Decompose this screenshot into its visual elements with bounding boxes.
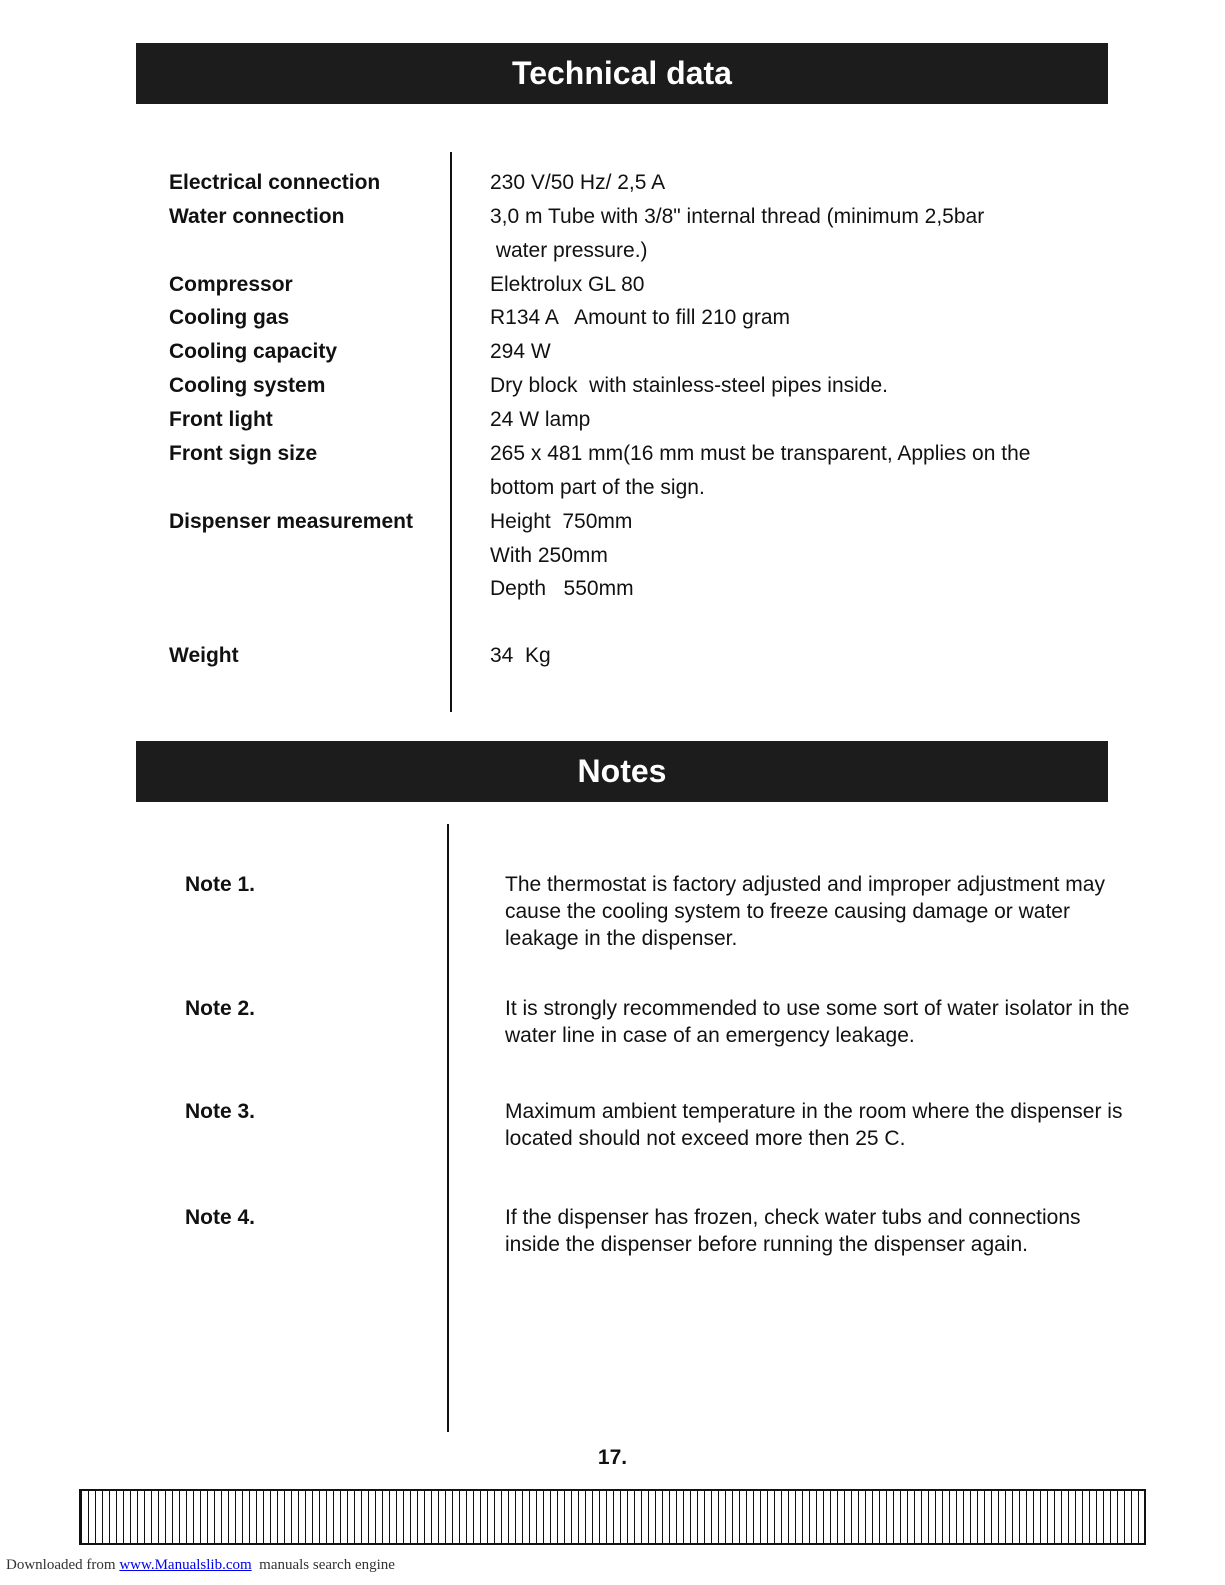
spec-value-cooling-gas: R134 A Amount to fill 210 gram — [490, 306, 791, 329]
spec-label-compressor: Compressor — [169, 273, 293, 296]
spec-value-weight: 34 Kg — [490, 644, 551, 667]
spec-value-width: With 250mm — [490, 544, 608, 567]
spec-label-water: Water connection — [169, 205, 345, 228]
technical-divider — [450, 152, 452, 712]
note-1-text: The thermostat is factory adjusted and improper adjustment may cause the cooling system to freeze causing damage or water leakage in the dispenser. — [505, 873, 1105, 950]
spec-value-cooling-capacity: 294 W — [490, 340, 551, 363]
spec-value-water-line1: 3,0 m Tube with 3/8" internal thread (minimum 2,5bar — [490, 205, 985, 228]
spec-value-height: Height 750mm — [490, 510, 633, 533]
spec-value-electrical: 230 V/50 Hz/ 2,5 A — [490, 171, 666, 194]
spec-value-depth: Depth 550mm — [490, 577, 634, 600]
page-number: 17. — [597, 1446, 628, 1469]
technical-data-header: Technical data — [136, 43, 1108, 104]
footer-prefix: Downloaded from — [6, 1557, 120, 1573]
notes-divider — [447, 824, 449, 1432]
footer-suffix: manuals search engine — [251, 1557, 395, 1573]
spec-value-compressor: Elektrolux GL 80 — [490, 273, 645, 296]
note-4-label: Note 4. — [185, 1206, 256, 1229]
spec-value-front-light: 24 W lamp — [490, 408, 591, 431]
spec-label-electrical: Electrical connection — [169, 171, 381, 194]
spec-label-cooling-gas: Cooling gas — [169, 306, 290, 329]
note-2-label: Note 2. — [185, 997, 256, 1020]
spec-label-cooling-capacity: Cooling capacity — [169, 340, 338, 363]
notes-header: Notes — [136, 741, 1108, 802]
spec-label-weight: Weight — [169, 644, 239, 667]
download-footer — [6, 1557, 395, 1574]
manualslib-link[interactable]: www.Manualslib.com — [119, 1557, 252, 1573]
note-1-label: Note 1. — [185, 873, 256, 896]
spec-label-front-sign-size: Front sign size — [169, 442, 318, 465]
spec-label-front-light: Front light — [169, 408, 273, 431]
note-3-text: Maximum ambient temperature in the room where the dispenser is located should not exceed more then 25 C. — [505, 1100, 1123, 1150]
note-3-label: Note 3. — [185, 1100, 256, 1123]
spec-label-cooling-system: Cooling system — [169, 374, 326, 397]
note-2-text: It is strongly recommended to use some sort of water isolator in the water line in case of an emergency leakage. — [505, 997, 1130, 1047]
note-4-text: If the dispenser has frozen, check water tubs and connections inside the dispenser before running the dispenser again. — [505, 1206, 1081, 1256]
barcode-strip — [79, 1489, 1146, 1545]
spec-label-dispenser-measurement: Dispenser measurement — [169, 510, 413, 533]
spec-value-water-line2: water pressure.) — [490, 239, 648, 262]
spec-value-front-sign-size-line1: 265 x 481 mm(16 mm must be transparent, Applies on the — [490, 442, 1031, 465]
spec-value-front-sign-size-line2: bottom part of the sign. — [490, 476, 705, 499]
spec-value-cooling-system: Dry block with stainless-steel pipes inside. — [490, 374, 888, 397]
